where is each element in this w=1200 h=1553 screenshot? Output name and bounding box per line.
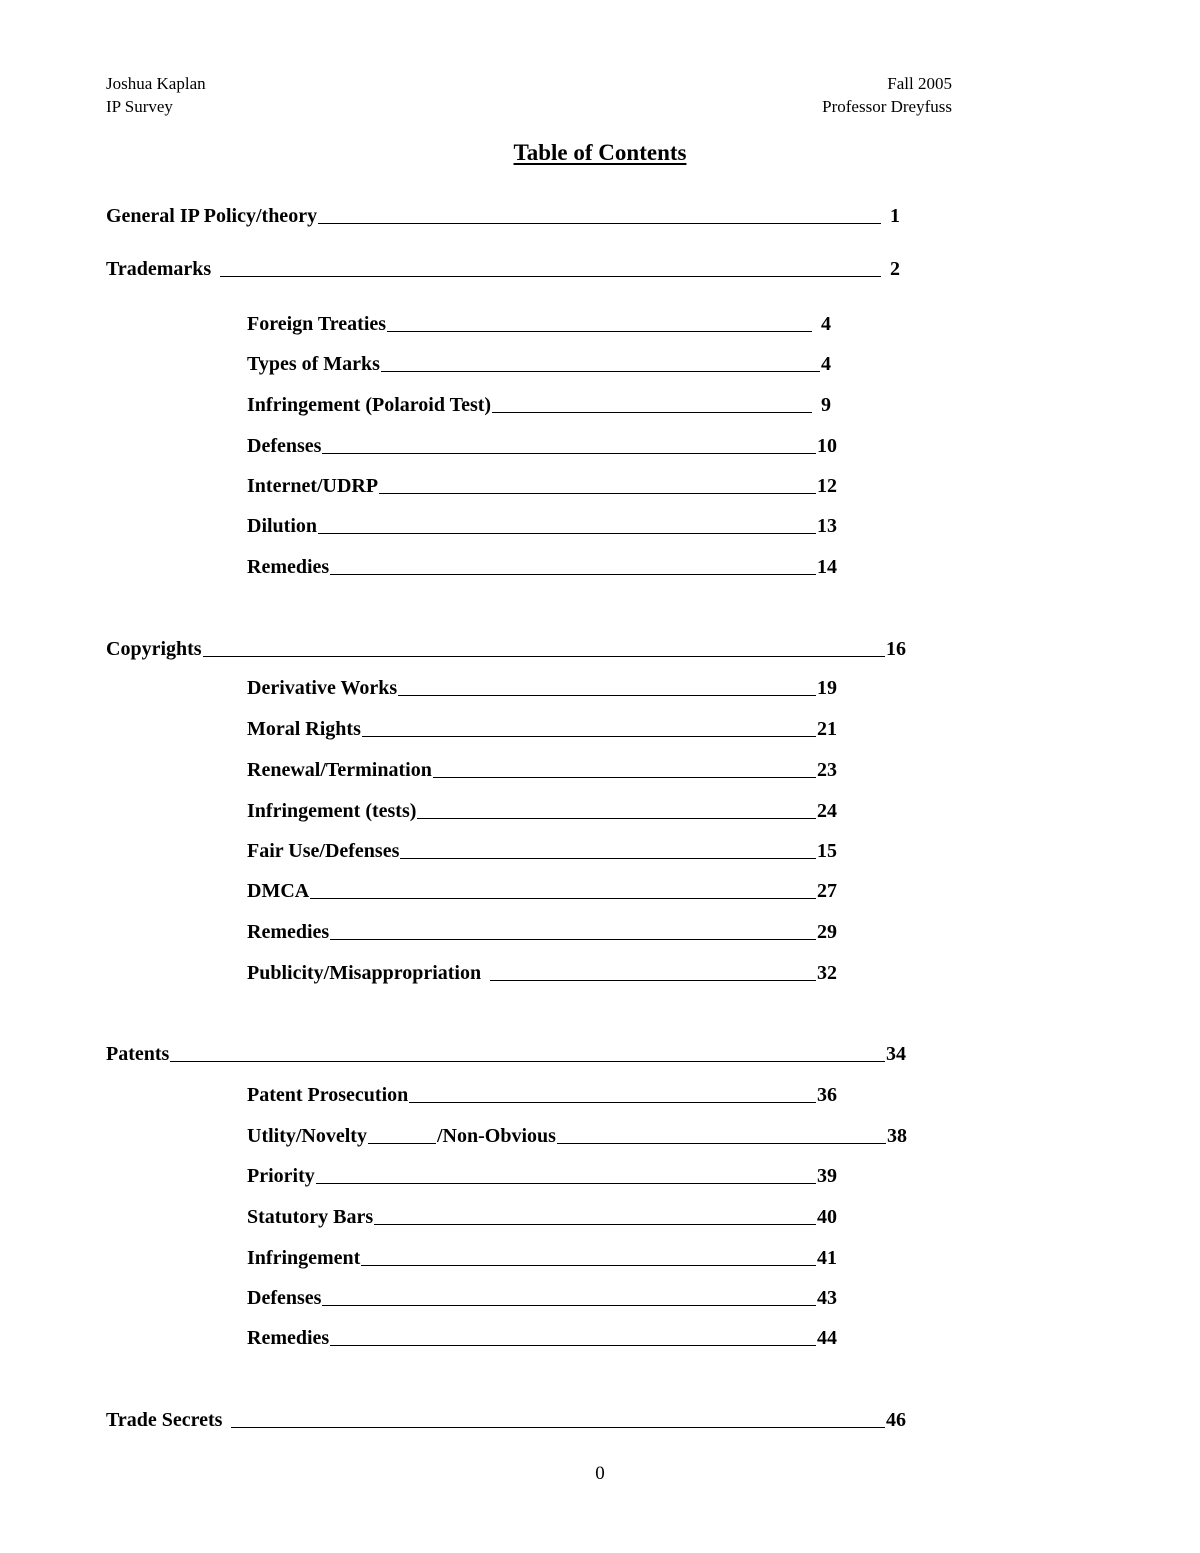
toc-page: 41	[817, 1247, 837, 1269]
toc-subentry	[247, 473, 837, 499]
toc-subentry	[247, 675, 837, 701]
toc-page: 36	[817, 1084, 837, 1106]
toc-label: Types of Marks	[247, 353, 380, 375]
toc-label: Defenses	[247, 1287, 322, 1309]
dot-leader	[361, 1265, 816, 1266]
toc-label: Dilution	[247, 515, 318, 537]
toc-page: 15	[817, 840, 837, 862]
dot-leader	[310, 898, 816, 899]
toc-page: 19	[817, 677, 837, 699]
toc-label: Remedies	[247, 921, 330, 943]
toc-label: Fair Use/Defenses	[247, 840, 400, 862]
dot-leader	[400, 858, 816, 859]
dot-leader	[330, 1345, 816, 1346]
toc-subentry	[247, 838, 837, 864]
toc-label: Publicity/Misappropriation	[247, 962, 482, 984]
dot-leader	[362, 736, 816, 737]
toc-subentry	[247, 554, 837, 580]
toc-label: General IP Policy/theory	[106, 205, 318, 227]
toc-label: Remedies	[247, 556, 330, 578]
toc-subentry	[247, 1325, 837, 1351]
toc-subentry	[247, 1245, 837, 1271]
dot-leader	[231, 1427, 885, 1428]
toc-label: Renewal/Termination	[247, 759, 432, 781]
toc-label: DMCA	[247, 880, 310, 902]
toc-label: Infringement	[247, 1247, 361, 1269]
header-left	[106, 72, 206, 118]
toc-page: 4	[821, 353, 831, 375]
toc-subentry	[247, 878, 837, 904]
toc-label: Copyrights	[106, 638, 202, 660]
toc-subentry	[247, 757, 837, 783]
toc-subentry	[247, 1285, 837, 1311]
toc-label: Priority	[247, 1165, 315, 1187]
toc-subentry	[247, 311, 837, 337]
toc-subentry	[247, 433, 837, 459]
toc-label: Moral Rights	[247, 718, 361, 740]
page-title: Table of Contents	[513, 140, 687, 165]
toc-label-continued: /Non-Obvious	[436, 1125, 556, 1147]
dot-leader	[433, 777, 816, 778]
dot-leader	[557, 1143, 886, 1144]
dot-leader	[322, 453, 816, 454]
dot-leader	[316, 1183, 816, 1184]
toc-subentry	[247, 1204, 837, 1230]
dot-leader	[417, 818, 816, 819]
toc-page: 34	[886, 1043, 906, 1065]
author-name: Joshua Kaplan	[106, 74, 206, 93]
toc-page: 21	[817, 718, 837, 740]
toc-entry-patents	[106, 1041, 906, 1067]
term: Fall 2005	[887, 74, 952, 93]
toc-page: 46	[886, 1409, 906, 1431]
course-name: IP Survey	[106, 97, 173, 116]
toc-page: 2	[890, 258, 900, 280]
toc-label: Internet/UDRP	[247, 475, 379, 497]
toc-label: Patent Prosecution	[247, 1084, 409, 1106]
dot-leader	[492, 412, 812, 413]
toc-subentry	[247, 392, 837, 418]
toc-entry-trademarks	[106, 256, 906, 282]
toc-page: 13	[817, 515, 837, 537]
dot-leader	[322, 1305, 816, 1306]
toc-page: 1	[890, 205, 900, 227]
toc-subentry	[247, 960, 837, 986]
toc-page: 39	[817, 1165, 837, 1187]
dot-leader	[374, 1224, 816, 1225]
dot-leader	[409, 1102, 816, 1103]
dot-leader	[170, 1061, 885, 1062]
dot-leader	[318, 533, 816, 534]
dot-leader	[387, 331, 812, 332]
toc-page: 9	[821, 394, 831, 416]
toc-page: 23	[817, 759, 837, 781]
toc-subentry	[247, 1082, 837, 1108]
toc-subentry	[247, 1123, 907, 1149]
dot-leader	[381, 371, 820, 372]
toc-page: 38	[887, 1125, 907, 1147]
dot-leader	[398, 695, 816, 696]
toc-page: 16	[886, 638, 906, 660]
professor-name: Professor Dreyfuss	[822, 97, 952, 116]
toc-entry-copyrights	[106, 636, 906, 662]
toc-label: Foreign Treaties	[247, 313, 387, 335]
dot-leader	[330, 939, 816, 940]
toc-label: Defenses	[247, 435, 322, 457]
toc-label: Statutory Bars	[247, 1206, 374, 1228]
toc-label: Utlity/Novelty	[247, 1125, 367, 1147]
toc-subentry	[247, 1163, 837, 1189]
header-right	[822, 72, 952, 118]
dot-leader	[379, 493, 816, 494]
toc-subentry	[247, 351, 837, 377]
dot-leader	[318, 223, 881, 224]
toc-label: Infringement (Polaroid Test)	[247, 394, 492, 416]
blank-line	[368, 1143, 436, 1144]
toc-label: Trademarks	[106, 258, 212, 280]
toc-subentry	[247, 513, 837, 539]
toc-page: 40	[817, 1206, 837, 1228]
toc-page: 24	[817, 800, 837, 822]
toc-label: Patents	[106, 1043, 170, 1065]
toc-label: Derivative Works	[247, 677, 398, 699]
dot-leader	[490, 980, 816, 981]
dot-leader	[203, 656, 885, 657]
toc-page: 43	[817, 1287, 837, 1309]
dot-leader	[330, 574, 816, 575]
toc-page: 14	[817, 556, 837, 578]
toc-subentry	[247, 716, 837, 742]
toc-page: 32	[817, 962, 837, 984]
toc-subentry	[247, 919, 837, 945]
toc-subentry	[247, 798, 837, 824]
toc-label: Remedies	[247, 1327, 330, 1349]
toc-entry-trade-secrets	[106, 1407, 906, 1433]
page-number: 0	[595, 1463, 605, 1484]
toc-page: 10	[817, 435, 837, 457]
toc-page: 44	[817, 1327, 837, 1349]
toc-label: Trade Secrets	[106, 1409, 223, 1431]
toc-entry-general	[106, 203, 906, 229]
toc-label: Infringement (tests)	[247, 800, 417, 822]
toc-page: 12	[817, 475, 837, 497]
toc-page: 27	[817, 880, 837, 902]
toc-page: 29	[817, 921, 837, 943]
toc-page: 4	[821, 313, 831, 335]
dot-leader	[220, 276, 881, 277]
